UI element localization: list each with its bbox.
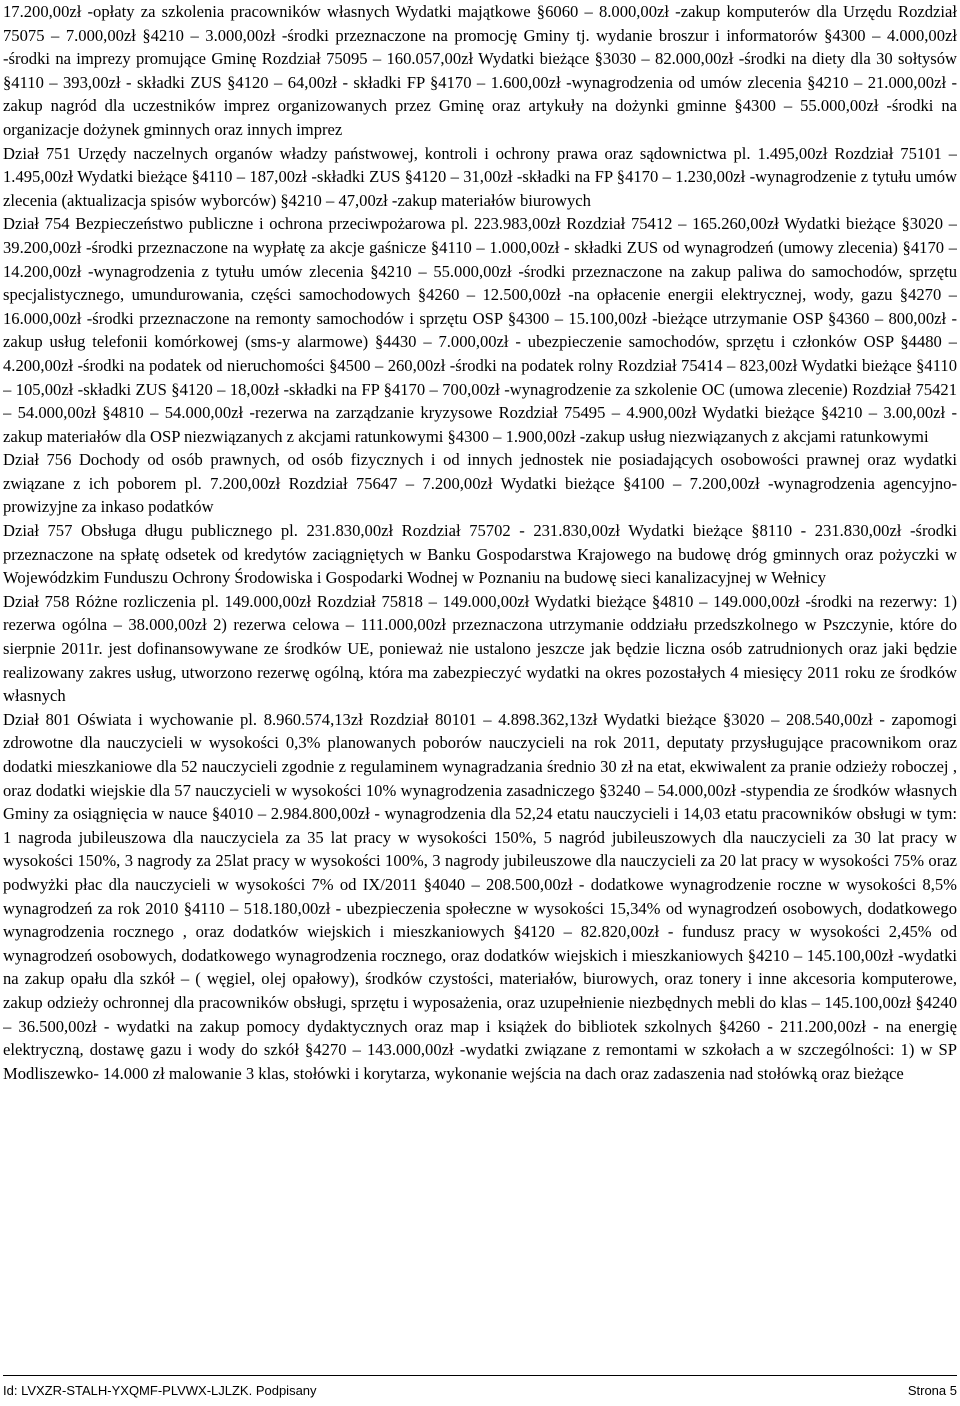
footer-divider xyxy=(3,1375,957,1376)
paragraph: Dział 751 Urzędy naczelnych organów władzy państwowej, kontroli i ochrony prawa oraz sądownictwa pl. 1.495,00zł Rozdział 75101 – 1.495,00zł Wydatki bieżące §4110 – 187,00zł -składki ZUS §4120 – 31,00zł -składki na FP §4170 – 1.230,00zł -wynagrodzenie z tytułu umów zlecenia (aktualizacja spisów wyborców) §4210 – 47,00zł -zakup materiałów biurowych xyxy=(3,143,957,210)
document-body xyxy=(3,0,957,1350)
paragraph: Dział 801 Oświata i wychowanie pl. 8.960.574,13zł Rozdział 80101 – 4.898.362,13zł Wydatki bieżące §3020 – 208.540,00zł - zapomogi zdrowotne dla nauczycieli w wysokości 0,3% planowanych poborów nauczycieli na rok 2011, deputaty przysługujące pracownikom oraz dodatki mieszkaniowe dla 52 nauczycieli zgodnie z regulaminem wynagradzania średnio 30 zł na etat, ekwiwalent za pranie odzieży roboczej , oraz dodatki wiejskie dla 57 nauczycieli w wysokości 10% wynagrodzenia zasadniczego §3240 – 54.000,00zł -stypendia ze środków własnych Gminy za osiągnięcia w nauce §4010 – 2.984.800,00zł - wynagrodzenia dla 52,24 etatu nauczycieli i 14,03 etatu pracowników obsługi w tym: 1 nagroda jubileuszowa dla nauczyciela za 35 lat pracy w wysokości 150%, 5 nagród jubileuszowych dla nauczycieli za 30 lat pracy w wysokości 150%, 3 nagrody za 25lat pracy w wysokości 100%, 3 nagrody jubileuszowe dla nauczycieli za 20 lat pracy w wysokości 75% oraz podwyżki płac dla nauczycieli w wysokości 7% od IX/2011 §4040 – 208.500,00zł - dodatkowe wynagrodzenie roczne w wysokości 8,5% wynagrodzeń za rok 2010 §4110 – 518.180,00zł - ubezpieczenia społeczne w wysokości 15,34% od wynagrodzeń osobowych, dodatkowego wynagrodzenia rocznego , oraz dodatków wiejskich i mieszkaniowych §4120 – 82.820,00zł - fundusz pracy w wysokości 2,45% od wynagrodzeń osobowych, dodatkowego wynagrodzenia rocznego, oraz dodatków wiejskich i mieszkaniowych §4210 – 145.100,00zł -wydatki na zakup opału dla szkół – ( węgiel, olej opałowy), środków czystości, materiałów, biurowych, oraz tonery i inne akcesoria komputerowe, zakup odzieży ochronnej dla pracowników obsługi, sprzętu i wyposażenia, oraz uzupełnienie niezbędnych mebli do klas – 145.100,00zł §4240 – 36.500,00zł - wydatki na zakup pomocy dydaktycznych oraz map i książek do bibliotek szkolnych §4260 - 211.200,00zł - na energię elektryczną, dostawę gazu i wody do szkół §4270 – 143.000,00zł -wydatki związane z remontami w szkołach a w szczególności: 1) w SP Modliszewko- 14.000 zł malowanie 3 klas, stołówki i korytarza, wykonanie wejścia na dach oraz zadaszenia nad stołówką oraz bieżące xyxy=(3,709,957,1083)
paragraph: Dział 758 Różne rozliczenia pl. 149.000,00zł Rozdział 75818 – 149.000,00zł Wydatki bieżące §4810 – 149.000,00zł -środki na rezerwy: 1) rezerwa ogólna – 38.000,00zł 2) rezerwa celowa – 111.000,00zł przeznaczona utrzymanie oddziału przedszkolnego w Pszczynie, które do sierpnie 2011r. jest dofinansowywane ze środków UE, ponieważ nie ustalono jeszcze jak będzie liczna osób zatrudnionych oraz jaki będzie realizowany zakres usług, utworzono rezerwę ogólną, która ma zabezpieczyć wydatki na okres pozostałych 4 miesięcy 2011 roku ze środków własnych xyxy=(3,591,957,706)
paragraph: Dział 757 Obsługa długu publicznego pl. 231.830,00zł Rozdział 75702 - 231.830,00zł Wydatki bieżące §8110 - 231.830,00zł -środki przeznaczone na spłatę odsetek od kredytów zaciągniętych w Banku Gospodarstwa Krajowego na budowę dróg gminnych oraz pożyczki w Wojewódzkim Funduszu Ochrony Środowiska i Gospodarki Wodnej w Poznaniu na budowę sieci kanalizacyjnej w Wełnicy xyxy=(3,521,957,588)
paragraph: Dział 754 Bezpieczeństwo publiczne i ochrona przeciwpożarowa pl. 223.983,00zł Rozdział 75412 – 165.260,00zł Wydatki bieżące §3020 – 39.200,00zł -środki przeznaczone na wypłatę za akcje gaśnicze §4110 – 1.000,00zł - składki ZUS od wynagrodzeń (umowy zlecenia) §4170 – 14.200,00zł -wynagrodzenia z tytułu umów zlecenia §4210 – 55.000,00zł -środki przeznaczone na zakup paliwa do samochodów, sprzętu specjalistycznego, umundurowania, części samochodowych §4260 – 12.500,00zł -na opłacenie energii elektrycznej, wody, gazu §4270 – 16.000,00zł -środki przeznaczone na remonty samochodów i sprzętu OSP §4300 – 15.100,00zł -bieżące utrzymanie OSP §4360 – 800,00zł -zakup usług telefonii komórkowej (sms-y alarmowe) §4430 – 7.000,00zł - ubezpieczenie samochodów, sprzętu i członków OSP §4480 – 4.200,00zł -środki na podatek od nieruchomości §4500 – 260,00zł -środki na podatek rolny Rozdział 75414 – 823,00zł Wydatki bieżące §4110 – 105,00zł -składki ZUS §4120 – 18,00zł -składki na FP §4170 – 700,00zł -wynagrodzenie za szkolenie OC (umowa zlecenie) Rozdział 75421 – 54.000,00zł §4810 – 54.000,00zł -rezerwa na zarządzanie kryzysowe Rozdział 75495 – 4.900,00zł Wydatki bieżące §4210 – 3.00,00zł -zakup materiałów dla OSP niezwiązanych z akcjami ratunkowymi §4300 – 1.900,00zł -zakup usług niezwiązanych z akcjami ratunkowymi xyxy=(3,214,957,446)
paragraph: Dział 756 Dochody od osób prawnych, od osób fizycznych i od innych jednostek nie posiadających osobowości prawnej oraz wydatki związane z ich poborem pl. 7.200,00zł Rozdział 75647 – 7.200,00zł Wydatki bieżące §4100 – 7.200,00zł -wynagrodzenia agencyjno-prowizyjne za inkaso podatków xyxy=(3,450,957,517)
paragraph: 17.200,00zł -opłaty za szkolenia pracowników własnych Wydatki majątkowe §6060 – 8.000,00zł -zakup komputerów dla Urzędu Rozdział 75075 – 7.000,00zł §4210 – 3.000,00zł -środki przeznaczone na promocję Gminy tj. wydanie broszur i informatorów §4300 – 4.000,00zł -środki na imprezy promujące Gminę Rozdział 75095 – 160.057,00zł Wydatki bieżące §3030 – 82.000,00zł -środki na diety dla 30 sołtysów §4110 – 393,00zł - składki ZUS §4120 – 64,00zł - składki FP §4170 – 1.600,00zł -wynagrodzenia od umów zlecenia §4210 – 21.000,00zł -zakup nagród dla uczestników imprez organizowanych przez Gminę oraz artykuły na dożynki gminne §4300 – 55.000,00zł -środki na organizacje dożynek gminnych oraz innych imprez xyxy=(3,2,957,139)
page-footer xyxy=(3,1383,957,1399)
document-id: Id: LVXZR-STALH-YXQMF-PLVWX-LJLZK. Podpisany xyxy=(3,1383,317,1398)
page-number: Strona 5 xyxy=(907,1383,957,1398)
